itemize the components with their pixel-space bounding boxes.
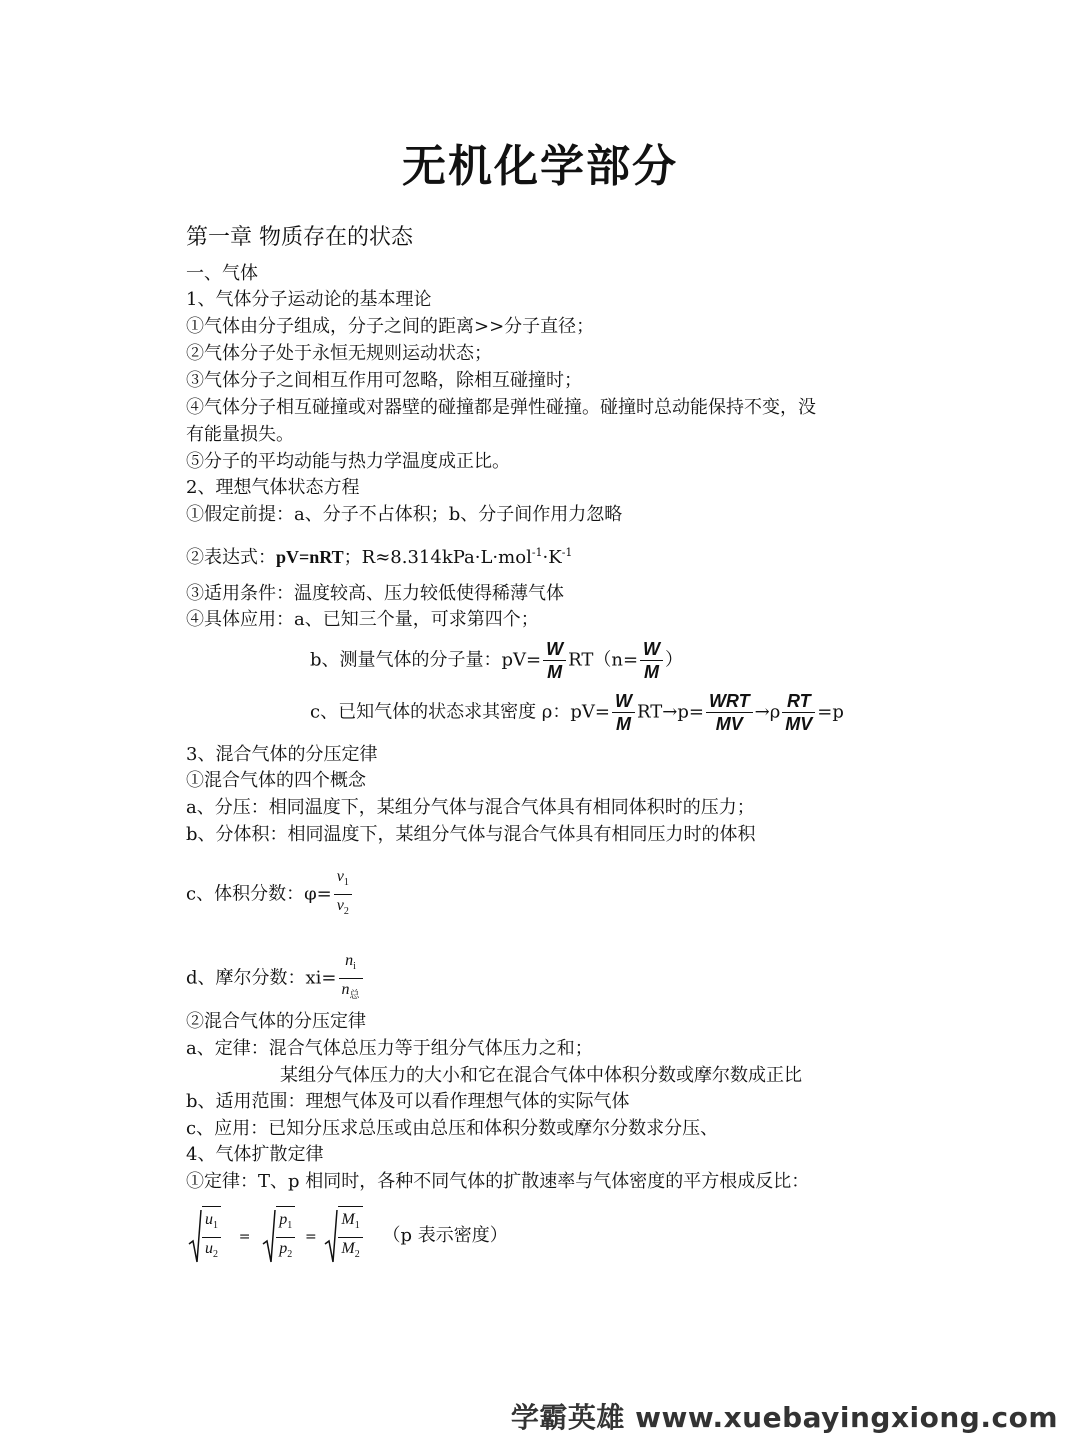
text-line: a、分压：相同温度下，某组分气体与混合气体具有相同体积时的压力； — [186, 797, 755, 818]
text: d、摩尔分数：xi= — [186, 967, 337, 989]
fraction: $\frac{u_1}{u_2}$ — [202, 1206, 221, 1266]
text-line: 1、气体分子运动论的基本理论 — [186, 289, 432, 310]
equals-sign: = — [238, 1229, 251, 1245]
radical-sign — [262, 1208, 276, 1264]
text-line: ④具体应用：a、已知三个量，可求第四个； — [186, 609, 539, 630]
equation-line — [310, 690, 844, 735]
text-line: 2、理想气体状态方程 — [186, 477, 360, 498]
fraction: $\frac{M_1}{M_2}$ — [338, 1206, 362, 1266]
ideal-gas-equation: pV=nRT — [276, 547, 344, 567]
sqrt — [188, 1206, 223, 1266]
text-line: a、定律：混合气体总压力等于组分气体压力之和； — [186, 1038, 593, 1059]
page-title: 无机化学部分 — [402, 141, 678, 192]
text-line: ①定律：T、p 相同时，各种不同气体的扩散速率与气体密度的平方根成反比： — [186, 1171, 810, 1192]
chapter-heading: 第一章 物质存在的状态 — [186, 225, 413, 250]
fraction: $\frac{RT}{MV}$ — [782, 690, 815, 735]
text: =p — [817, 701, 844, 723]
text: ） — [665, 649, 684, 671]
text-line: 4、气体扩散定律 — [186, 1144, 324, 1165]
exponent: -1 — [561, 546, 573, 559]
text: c、体积分数：φ= — [186, 883, 332, 905]
fraction: $\frac{\text{WRT}}{MV}$ — [706, 690, 753, 735]
text: ②表达式： — [186, 547, 276, 568]
footer-watermark: 学霸英雄 www.xuebayingxiong.com — [510, 1401, 1058, 1434]
equation-line — [310, 638, 683, 683]
exponent: -1 — [531, 546, 543, 559]
text-line: 3、混合气体的分压定律 — [186, 744, 378, 765]
equation-line — [186, 950, 365, 1007]
fraction: $\frac{v_1}{v_2}$ — [334, 866, 352, 923]
fraction: $\frac{n_i}{n_总}$ — [339, 950, 363, 1007]
equation-line — [186, 866, 354, 923]
sqrt — [324, 1206, 364, 1266]
text-line: ③气体分子之间相互作用可忽略，除相互碰撞时； — [186, 370, 582, 391]
text-line: ④气体分子相互碰撞或对器壁的碰撞都是弹性碰撞。碰撞时总动能保持不变，没 — [186, 397, 816, 418]
text-line: ①混合气体的四个概念 — [186, 770, 366, 791]
text: ；R≈8.314kPa·L·mol — [343, 547, 532, 568]
diffusion-equation — [188, 1206, 508, 1266]
equals-sign: = — [304, 1229, 317, 1245]
text-line: ①气体由分子组成，分子之间的距离>>分子直径； — [186, 316, 595, 337]
fraction: $\frac{W}{M}$ — [640, 638, 663, 683]
equation-line — [186, 541, 572, 570]
fraction: $\frac{W}{M}$ — [543, 638, 566, 683]
sqrt — [262, 1206, 297, 1266]
radical-sign — [188, 1208, 202, 1264]
text: →ρ — [754, 701, 781, 723]
text-line: ⑤分子的平均动能与热力学温度成正比。 — [186, 451, 510, 472]
text-line: ③适用条件：温度较高、压力较低使得稀薄气体 — [186, 583, 564, 604]
radical-sign — [324, 1208, 338, 1264]
section-heading: 一、气体 — [186, 263, 258, 284]
text-line: ①假定前提：a、分子不占体积；b、分子间作用力忽略 — [186, 504, 623, 525]
text-line: b、分体积：相同温度下，某组分气体与混合气体具有相同压力时的体积 — [186, 824, 756, 845]
fraction: $\frac{W}{M}$ — [612, 690, 635, 735]
text-line: b、适用范围：理想气体及可以看作理想气体的实际气体 — [186, 1091, 630, 1112]
text-line: ②气体分子处于永恒无规则运动状态； — [186, 343, 492, 364]
text: c、已知气体的状态求其密度 ρ：pV= — [310, 701, 610, 723]
text-line: c、应用：已知分压求总压或由总压和体积分数或摩尔分数求分压、 — [186, 1118, 719, 1139]
text-line: ②混合气体的分压定律 — [186, 1011, 366, 1032]
note-text: （p 表示密度） — [382, 1225, 508, 1246]
text: ·K — [542, 547, 562, 568]
text: b、测量气体的分子量：pV= — [310, 649, 542, 671]
text-line: 某组分气体压力的大小和它在混合气体中体积分数或摩尔数成正比 — [280, 1065, 802, 1086]
text: RT（n= — [568, 649, 639, 671]
text-line: 有能量损失。 — [186, 424, 294, 445]
text: RT→p= — [637, 701, 704, 723]
fraction: $\frac{p_1}{p_2}$ — [276, 1206, 295, 1266]
